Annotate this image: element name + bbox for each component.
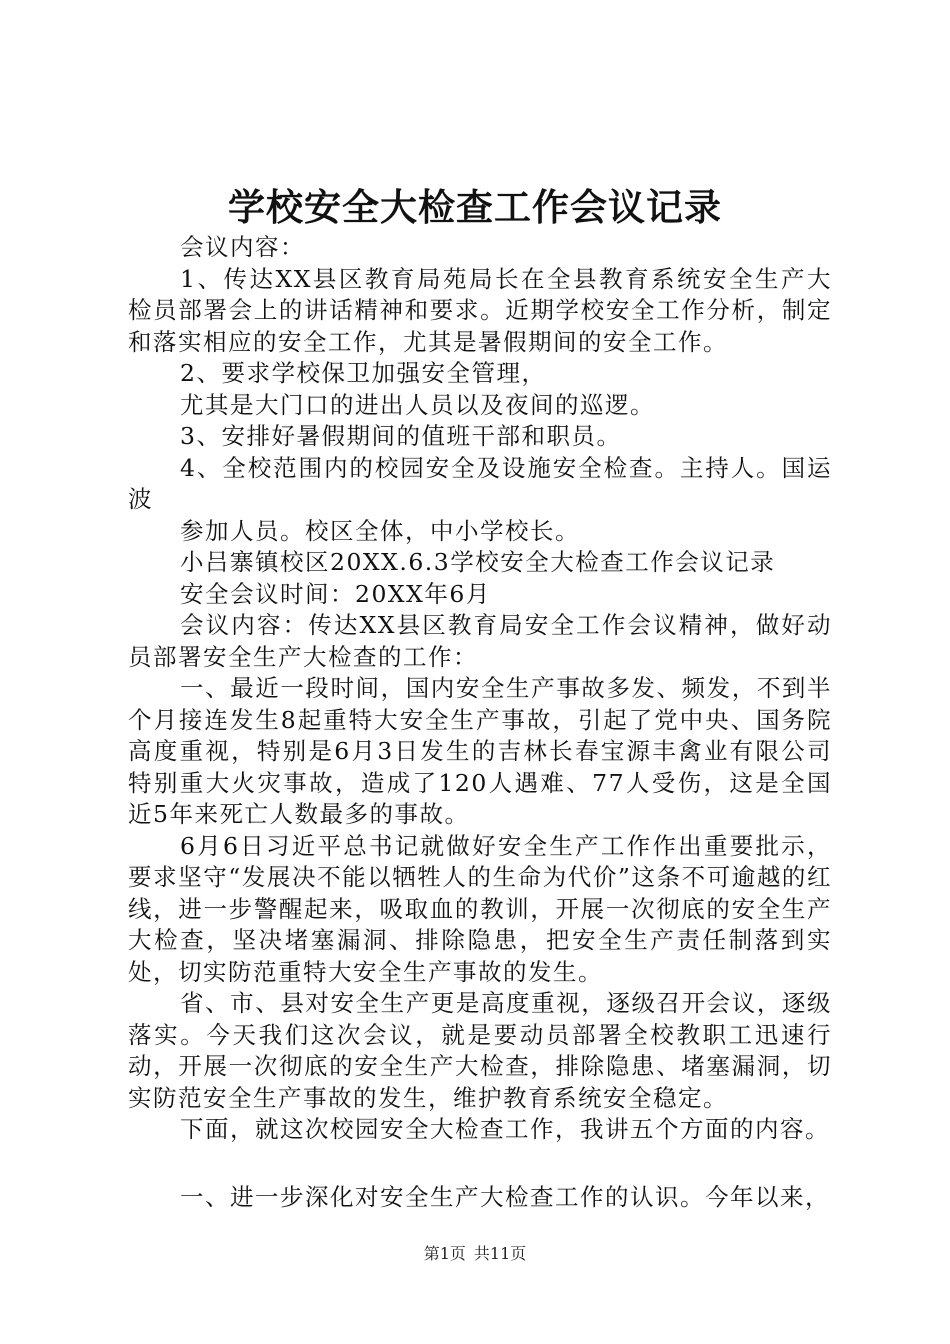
paragraph: 1、传达XX县区教育局苑局长在全县教育系统安全生产大检员部署会上的讲话精神和要求。近期学校安全工作分析，制定和落实相应的安全工作，尤其是暑假期间的安全工作。 [128, 264, 832, 356]
paragraph: 2、要求学校保卫加强安全管理， [180, 359, 547, 387]
page-footer [0, 1243, 950, 1265]
paragraph: 省、市、县对安全生产更是高度重视，逐级召开会议，逐级落实。今天我们这次会议，就是要动员部署全校教职工迅速行动，开展一次彻底的安全生产大检查，排除隐患、堵塞漏洞，切实防范安全生产事故的发生，维护教育系统安全稳定。 [128, 989, 832, 1112]
page-number: 第1页 [423, 1244, 466, 1263]
paragraph: 会议内容： [180, 233, 305, 261]
document-title: 学校安全大检查工作会议记录 [228, 186, 722, 229]
paragraph: 会议内容：传达XX县区教育局安全工作会议精神，做好动员部署安全生产大检查的工作： [128, 611, 832, 671]
paragraph: 小吕寨镇校区20XX.6.3学校安全大检查工作会议记录 [180, 548, 776, 576]
paragraph: 一、最近一段时间，国内安全生产事故多发、频发，不到半个月接连发生8起重特大安全生产事故，引起了党中央、国务院高度重视，特别是6月3日发生的吉林长春宝源丰禽业有限公司特别重大火灾事故，造成了120人遇难、77人受伤，这是全国近5年来死亡人数最多的事故。 [128, 674, 832, 828]
total-pages: 共11页 [473, 1244, 527, 1263]
paragraph-spacer [128, 1146, 832, 1182]
paragraph: 一、进一步深化对安全生产大检查工作的认识。今年以来， [180, 1182, 830, 1211]
paragraph: 尤其是大门口的进出人员以及夜间的巡逻。 [180, 390, 655, 419]
paragraph: 下面，就这次校园安全大检查工作，我讲五个方面的内容。 [180, 1115, 830, 1143]
paragraph: 3、安排好暑假期间的值班干部和职员。 [180, 422, 622, 450]
paragraph: 安全会议时间：20XX年6月 [180, 579, 491, 608]
paragraph: 6月6日习近平总书记就做好安全生产工作作出重要批示，要求坚守“发展决不能以牺牲人的生命为代价”这条不可逾越的红线，进一步警醒起来，吸取血的教训，开展一次彻底的安全生产大检查，坚决堵塞漏洞、排除隐患，把安全生产责任制落到实处，切实防范重特大安全生产事故的发生。 [128, 831, 832, 986]
paragraph: 4、全校范围内的校园安全及设施安全检查。主持人。国运波 [128, 453, 832, 513]
paragraph: 参加人员。校区全体，中小学校长。 [180, 516, 580, 545]
document-body [128, 232, 832, 1213]
